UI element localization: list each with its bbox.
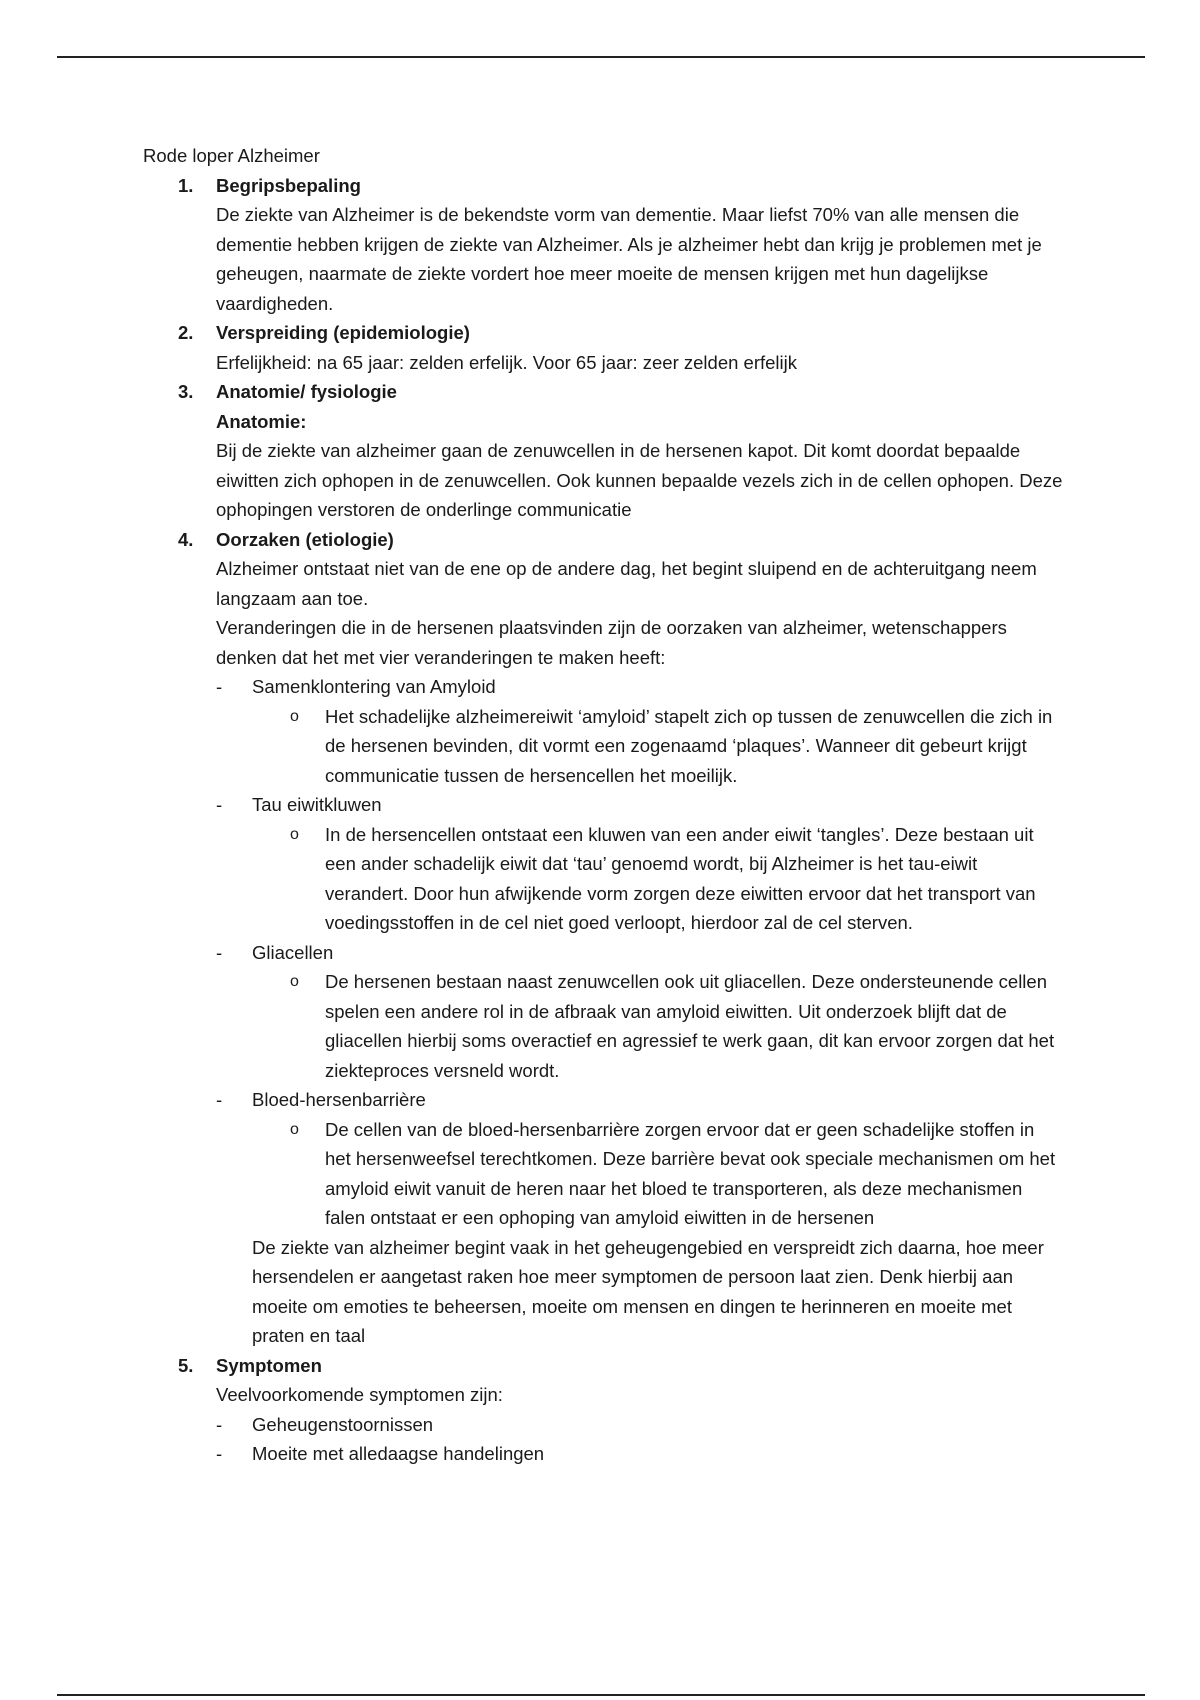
section-number: 5. bbox=[178, 1354, 194, 1376]
header-rule bbox=[57, 56, 1145, 58]
dash-bullet: - bbox=[216, 676, 223, 697]
list-item bbox=[252, 967, 1063, 1085]
cause-label: Gliacellen bbox=[252, 941, 334, 963]
cause-detail: In de hersencellen ontstaat een kluwen van een ander eiwit ‘tangles’. Deze bestaan uit een ander schadelijk eiwit dat ‘tau’ genoemd wordt, bij Alzheimer is het tau-eiwit verandert. Door hun afwijkende vorm zorgen deze eiwitten ervoor dat het transport van voedingsstoffen in de cel niet goed verloopt, hierdoor zal de cel sterven. bbox=[325, 823, 1036, 933]
section-paragraph: Veranderingen die in de hersenen plaatsvinden zijn de oorzaken van alzheimer, wetenschappers denken dat het met vier veranderingen te maken heeft: bbox=[216, 617, 1007, 668]
cause-detail-list bbox=[252, 820, 1063, 938]
document-title: Rode loper Alzheimer bbox=[143, 145, 320, 166]
dash-bullet: - bbox=[216, 1089, 223, 1110]
circle-bullet: o bbox=[290, 825, 299, 843]
cause-detail-list bbox=[252, 967, 1063, 1085]
section-verspreiding bbox=[143, 318, 1063, 377]
section-number: 4. bbox=[178, 528, 194, 550]
section-oorzaken bbox=[143, 525, 1063, 1351]
list-item bbox=[216, 1085, 1063, 1233]
section-paragraph: De ziekte van Alzheimer is de bekendste vorm van dementie. Maar liefst 70% van alle mensen die dementie hebben krijgen de ziekte van Alzheimer. Als je alzheimer hebt dan krijg je problemen met je geheugen, naarmate de ziekte vordert hoe meer moeite de mensen krijgen met hun dagelijkse vaardigheden. bbox=[216, 204, 1042, 314]
list-item bbox=[252, 1115, 1063, 1233]
section-paragraph: Bij de ziekte van alzheimer gaan de zenuwcellen in de hersenen kapot. Dit komt doordat bepaalde eiwitten zich ophopen in de zenuwcellen. Ook kunnen bepaalde vezels zich in de cellen ophopen. Deze ophopingen verstoren de onderlinge communicatie bbox=[216, 440, 1063, 520]
symptom-label: Moeite met alledaagse handelingen bbox=[252, 1443, 545, 1464]
list-item bbox=[252, 702, 1063, 791]
section-number: 2. bbox=[178, 322, 194, 343]
section-anatomie bbox=[143, 377, 1063, 525]
list-item bbox=[216, 1439, 1063, 1469]
dash-bullet: - bbox=[216, 1443, 223, 1464]
dash-bullet: - bbox=[216, 941, 223, 963]
section-symptomen bbox=[143, 1351, 1063, 1469]
cause-label: Bloed-hersenbarrière bbox=[252, 1089, 426, 1110]
list-item bbox=[216, 938, 1063, 1086]
section-subheading: Anatomie: bbox=[216, 410, 307, 432]
dash-bullet: - bbox=[216, 1413, 223, 1435]
section-heading: Anatomie/ fysiologie bbox=[216, 381, 397, 402]
circle-bullet: o bbox=[290, 707, 299, 725]
section-heading: Begripsbepaling bbox=[216, 174, 361, 196]
list-item bbox=[216, 1410, 1063, 1440]
symptom-label: Geheugenstoornissen bbox=[252, 1413, 434, 1435]
section-heading: Oorzaken (etiologie) bbox=[216, 528, 394, 550]
section-heading: Symptomen bbox=[216, 1354, 322, 1376]
cause-list bbox=[216, 672, 1063, 1233]
circle-bullet: o bbox=[290, 1120, 299, 1138]
cause-detail: Het schadelijke alzheimereiwit ‘amyloid’ stapelt zich op tussen de zenuwcellen die zich in de hersenen bevinden, dit vormt een zogenaamd ‘plaques’. Wanneer dit gebeurt krijgt communicatie tussen de hersencellen het moeilijk. bbox=[325, 705, 1053, 786]
cause-label: Samenklontering van Amyloid bbox=[252, 676, 496, 697]
list-item bbox=[216, 790, 1063, 938]
cause-detail-list bbox=[252, 702, 1063, 791]
cause-detail: De cellen van de bloed-hersenbarrière zorgen ervoor dat er geen schadelijke stoffen in het hersenweefsel terechtkomen. Deze barrière bevat ook speciale mechanismen om het amyloid eiwit vanuit de heren naar het bloed te transporteren, als deze mechanismen falen ontstaat er een ophoping van amyloid eiwitten in de hersenen bbox=[325, 1118, 1056, 1228]
document-body bbox=[143, 141, 1063, 1469]
section-paragraph: Erfelijkheid: na 65 jaar: zelden erfelijk. Voor 65 jaar: zeer zelden erfelijk bbox=[216, 351, 798, 373]
section-list bbox=[143, 171, 1063, 1469]
list-item bbox=[216, 672, 1063, 790]
section-number: 3. bbox=[178, 381, 194, 402]
list-item bbox=[252, 820, 1063, 938]
circle-bullet: o bbox=[290, 973, 299, 990]
section-closing: De ziekte van alzheimer begint vaak in het geheugengebied en verspreidt zich daarna, hoe meer hersendelen er aangetast raken hoe meer symptomen de persoon laat zien. Denk hierbij aan moeite om emoties te beheersen, moeite om mensen en dingen te herinneren en moeite met praten en taal bbox=[252, 1236, 1044, 1346]
dash-bullet: - bbox=[216, 794, 223, 815]
section-paragraph: Veelvoorkomende symptomen zijn: bbox=[216, 1384, 503, 1405]
section-paragraph: Alzheimer ontstaat niet van de ene op de andere dag, het begint sluipend en de achteruitgang neem langzaam aan toe. bbox=[216, 558, 1037, 609]
cause-label: Tau eiwitkluwen bbox=[252, 794, 382, 815]
section-begripsbepaling bbox=[143, 171, 1063, 319]
section-heading: Verspreiding (epidemiologie) bbox=[216, 322, 470, 343]
symptom-list bbox=[216, 1410, 1063, 1469]
footer-rule bbox=[57, 1694, 1145, 1696]
cause-detail: De hersenen bestaan naast zenuwcellen ook uit gliacellen. Deze ondersteunende cellen spelen een andere rol in de afbraak van amyloid eiwitten. Uit onderzoek blijft dat de gliacellen hierbij soms overactief en agressief te werk gaan, dit kan ervoor zorgen dat het ziekteproces versneld wordt. bbox=[325, 971, 1055, 1081]
cause-detail-list bbox=[252, 1115, 1063, 1233]
section-number: 1. bbox=[178, 174, 194, 196]
